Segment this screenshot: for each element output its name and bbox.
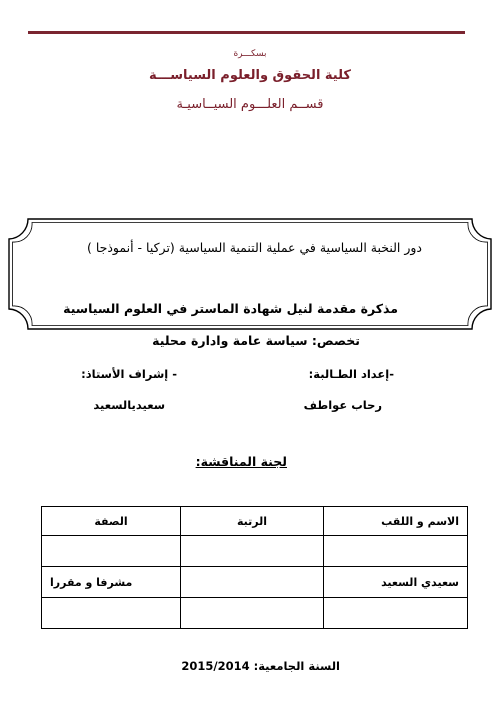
cell-rank — [181, 598, 324, 629]
cell-name — [324, 598, 468, 629]
header-name: الاسم و اللقب — [324, 507, 468, 536]
specialty: تخصص: سياسة عامة وادارة محلية — [152, 333, 360, 348]
student-name: رحاب عواطف — [303, 398, 382, 412]
table-header-row — [42, 507, 468, 536]
cell-name — [324, 536, 468, 567]
cell-name: سعيدي السعيد — [324, 567, 468, 598]
department-name: قســم العلـــوم السيــاسيـة — [176, 97, 324, 112]
supervisor-label: - إشراف الأستاذ: — [81, 367, 177, 381]
table-row — [42, 567, 468, 598]
cell-role: مشرفا و مقررا — [42, 567, 181, 598]
faculty-name: كلية الحقوق والعلوم السياســـة — [149, 68, 351, 83]
supervisor-name: سعيديالسعيد — [93, 398, 165, 412]
cell-role — [42, 598, 181, 629]
cell-rank — [181, 536, 324, 567]
committee-table — [41, 506, 468, 629]
academic-year-label: السنة الجامعية: — [253, 659, 340, 673]
thesis-subtitle: مذكرة مقدمة لنيل شهادة الماستر في العلوم السياسية — [63, 301, 398, 316]
academic-year-value: 2015/2014 — [181, 659, 250, 673]
cell-rank — [181, 567, 324, 598]
header-rank: الرتبة — [181, 507, 324, 536]
committee-title: لجنة المناقشة: — [195, 454, 287, 469]
prepared-by-label: -إعداد الطـالبة: — [308, 367, 394, 381]
cell-role — [42, 536, 181, 567]
table-row — [42, 536, 468, 567]
academic-year-line — [181, 659, 340, 673]
top-divider — [28, 31, 465, 34]
thesis-title: دور النخبة السياسية في عملية التنمية السياسية (تركيا - أنموذجا ) — [86, 240, 422, 255]
table-row — [42, 598, 468, 629]
header-role: الصفة — [42, 507, 181, 536]
university-name: بسكـــرة — [233, 49, 267, 59]
